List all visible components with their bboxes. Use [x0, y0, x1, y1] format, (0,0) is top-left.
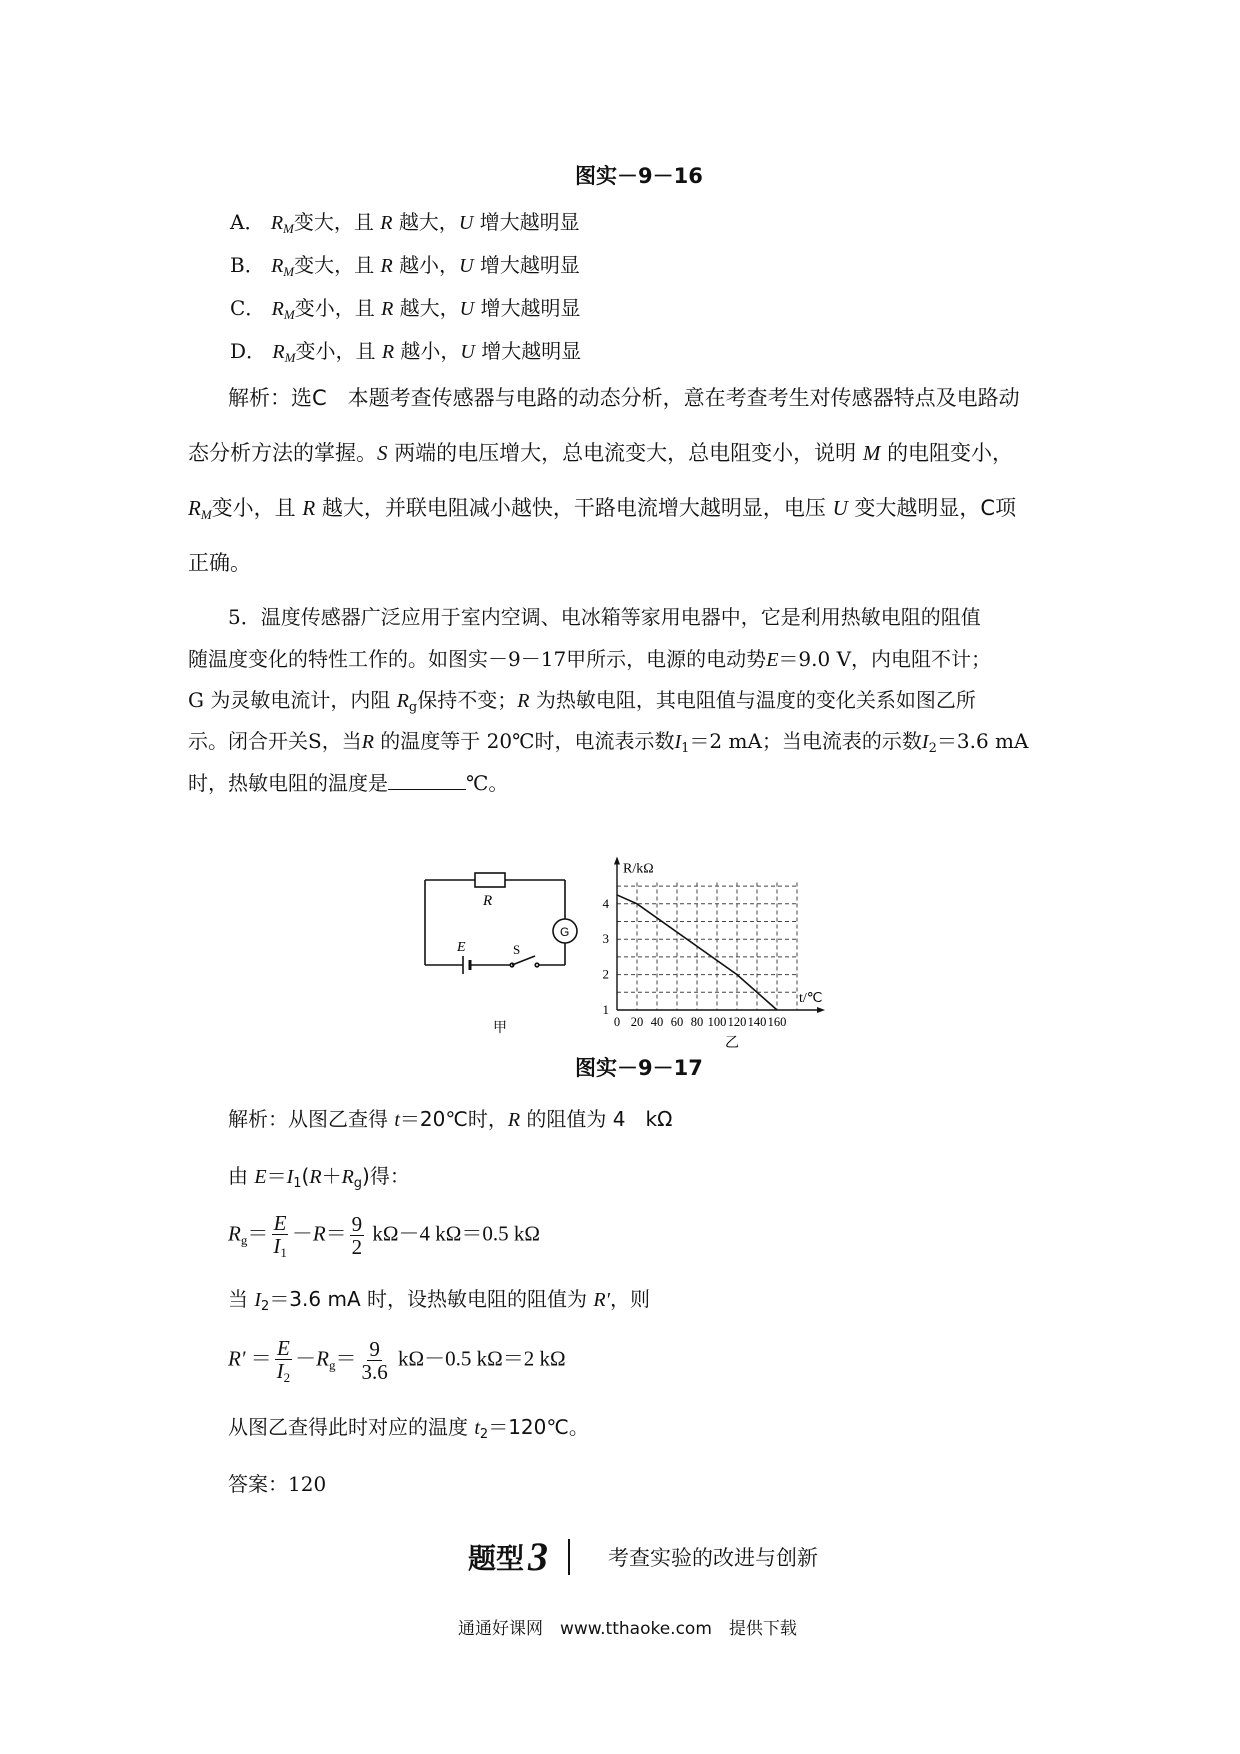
figure-16-caption: 图实－9－16 — [575, 164, 703, 188]
numerator: 9 — [369, 1337, 380, 1362]
x-tick-label: 60 — [670, 1015, 684, 1029]
var-rg: R — [316, 1346, 329, 1371]
var-r: R — [309, 1166, 322, 1188]
text: 解析：从图乙查得 — [228, 1107, 388, 1131]
var-sub: g — [240, 1232, 248, 1248]
figure-17-caption: 图实－9－17 — [575, 1056, 703, 1080]
var-i: I — [286, 1166, 294, 1188]
var-sub: g — [408, 700, 418, 715]
section-divider — [568, 1539, 570, 1575]
text: 当 — [228, 1287, 248, 1311]
var-r: R — [270, 212, 284, 234]
var-u: U — [459, 298, 475, 320]
analysis4-line3 — [188, 492, 1016, 523]
x-tick-label: 120 — [727, 1015, 747, 1029]
var-r: R — [517, 690, 530, 712]
var-t: t — [474, 1417, 480, 1439]
switch-lever — [512, 956, 535, 965]
var-sub: 2 — [928, 741, 937, 756]
y-axis-arrow — [614, 857, 620, 865]
answer-line: 答案：120 — [228, 1472, 327, 1496]
text: 的电阻变小， — [887, 441, 1014, 465]
var-sub: M — [283, 307, 295, 322]
var-sub: 2 — [283, 1370, 291, 1386]
formula-r-prime — [228, 1337, 566, 1385]
var-m: M — [862, 441, 881, 465]
var-rg: R — [396, 690, 409, 712]
numerator: E — [273, 1211, 287, 1235]
text: 的温度等于 20℃时，电流表示数 — [380, 729, 675, 753]
var-sub: M — [200, 507, 212, 522]
y-tick-label: 4 — [602, 895, 609, 911]
answer-blank — [388, 771, 466, 790]
option-text: 变小，且 — [294, 296, 375, 320]
text: 的阻值为 4 kΩ — [526, 1107, 673, 1131]
var-sub: M — [283, 221, 294, 236]
text: ＝20℃时， — [399, 1107, 508, 1131]
q5-line3 — [188, 684, 976, 715]
denominator: 2 — [351, 1235, 363, 1260]
text: ，则 — [609, 1287, 650, 1311]
resistor-label: R — [483, 893, 493, 909]
var-r: R — [507, 1109, 521, 1131]
var-i1: I — [674, 731, 682, 753]
option-text: 增大越明显 — [479, 253, 580, 277]
numerator: 9 — [351, 1212, 363, 1237]
text: 时，热敏电阻的温度是 — [188, 771, 388, 795]
var-sub: 2 — [479, 1427, 489, 1442]
text: ＋ — [321, 1164, 342, 1188]
option-c — [230, 292, 580, 323]
resistor-symbol — [475, 873, 505, 887]
option-b — [230, 249, 580, 280]
var-u: U — [460, 341, 475, 363]
text: )得： — [362, 1164, 410, 1188]
minus: － — [291, 1221, 313, 1246]
text: ＝3.6 mA — [936, 729, 1029, 753]
var-sub: 1 — [280, 1245, 287, 1261]
solution-line4 — [228, 1411, 589, 1442]
var-sub: M — [284, 350, 296, 365]
var-r: R — [302, 496, 316, 520]
equals: ＝ — [325, 1221, 347, 1246]
option-label: A． — [230, 210, 265, 234]
circuit-diagram — [415, 860, 585, 1045]
var-r: R — [381, 298, 394, 320]
option-text: 增大越明显 — [479, 210, 580, 234]
option-a — [230, 206, 580, 237]
option-text: 越小， — [399, 253, 460, 277]
var-rg: R — [341, 1166, 354, 1188]
text: 变大越明显，C项 — [854, 496, 1017, 520]
analysis4-line1: 解析：选C 本题考查传感器与电路的动态分析，意在考查考生对传感器特点及电路动 — [228, 386, 1020, 410]
text: ( — [301, 1164, 310, 1188]
text: kΩ－0.5 kΩ＝2 kΩ — [398, 1346, 566, 1371]
x-tick-label: 0 — [613, 1015, 621, 1029]
option-text: 变小，且 — [295, 339, 376, 363]
analysis4-line4: 正确。 — [188, 551, 251, 575]
x-tick-label: 100 — [707, 1015, 727, 1029]
fraction-e-over-i1 — [271, 1212, 289, 1260]
solution-line2 — [228, 1160, 410, 1191]
analysis4-line2 — [188, 437, 1013, 467]
y-axis-label: R/kΩ — [623, 861, 654, 877]
denominator: 3.6 — [361, 1360, 388, 1385]
fraction-9-over-2 — [350, 1213, 365, 1258]
section-number: 3 — [528, 1534, 549, 1579]
text: 随温度变化的特性工作的。如图实－9－17甲所示，电源的电动势 — [188, 647, 767, 671]
text: 越大，并联电阻减小越快，干路电流增大越明显，电压 — [321, 496, 826, 520]
switch-contact — [535, 963, 539, 967]
var-u: U — [832, 496, 848, 520]
var-r: R — [271, 255, 284, 277]
option-text: 越大， — [399, 296, 460, 320]
solution-line3 — [228, 1283, 650, 1314]
x-tick-label: 160 — [767, 1015, 787, 1029]
var-i2: I — [921, 731, 929, 753]
numerator: E — [277, 1336, 290, 1360]
equals: ＝ — [247, 1221, 269, 1246]
text: 态分析方法的掌握。 — [188, 441, 377, 465]
switch-label: S — [513, 942, 521, 957]
q5-line2 — [188, 643, 991, 672]
section-subtitle: 考查实验的改进与创新 — [608, 1545, 819, 1570]
var-sub: 1 — [681, 741, 690, 756]
var-r-prime: R′ — [228, 1346, 246, 1371]
var-t: t — [394, 1109, 400, 1131]
option-label: C． — [230, 296, 266, 320]
var-u: U — [459, 255, 474, 277]
text: 两端的电压增大，总电流变大，总电阻变小，说明 — [394, 441, 857, 465]
var-sub: g — [353, 1176, 363, 1191]
section-title: 题型 — [468, 1541, 525, 1575]
text: ＝3.6 mA 时，设热敏电阻的阻值为 — [269, 1287, 587, 1311]
var-u: U — [458, 212, 474, 234]
y-tick-label: 2 — [602, 966, 609, 982]
y-tick-label: 1 — [602, 1002, 609, 1017]
x-tick-label: 20 — [630, 1015, 644, 1029]
option-text: 增大越明显 — [481, 339, 582, 363]
galvanometer-label: G — [560, 925, 570, 939]
text: ＝9.0 V，内电阻不计； — [778, 647, 992, 671]
option-text: 越小， — [400, 339, 461, 363]
var-e: E — [766, 649, 779, 671]
option-label: B． — [230, 253, 265, 277]
text: ＝ — [266, 1164, 287, 1188]
denominator: I — [273, 1234, 281, 1259]
option-d — [230, 335, 581, 366]
option-text: 增大越明显 — [480, 296, 581, 320]
var-r-prime: R′ — [593, 1289, 610, 1311]
text: 示。闭合开关S，当 — [188, 729, 362, 753]
q5-line5 — [188, 767, 508, 796]
q5-line1: 5．温度传感器广泛应用于室内空调、电冰箱等家用电器中，它是利用热敏电阻的阻值 — [228, 605, 981, 629]
var-sub: g — [329, 1357, 336, 1373]
var-i: I — [254, 1289, 262, 1311]
text: 从图乙查得此时对应的温度 — [228, 1415, 468, 1439]
var-rg: R — [228, 1221, 241, 1246]
var-e: E — [254, 1166, 267, 1188]
text: G 为灵敏电流计，内阻 — [188, 688, 391, 712]
y-tick-label: 3 — [602, 931, 609, 947]
solution-line1 — [228, 1103, 672, 1132]
text: 由 — [228, 1164, 248, 1188]
equals: ＝ — [250, 1346, 272, 1371]
text: 变小，且 — [211, 496, 296, 520]
text: ＝120℃。 — [488, 1415, 589, 1439]
option-text: 变大，且 — [293, 210, 374, 234]
option-label: D． — [230, 339, 267, 363]
page-footer: 通通好课网 www.tthaoke.com 提供下载 — [458, 1619, 797, 1639]
minus: － — [295, 1346, 317, 1371]
x-axis-arrow — [817, 1007, 825, 1013]
text: kΩ－4 kΩ＝0.5 kΩ — [372, 1221, 540, 1246]
var-r: R — [361, 731, 374, 753]
var-r: R — [381, 341, 395, 363]
var-sub: 2 — [261, 1299, 270, 1314]
var-r: R — [380, 255, 393, 277]
option-text: 变大，且 — [294, 253, 375, 277]
battery-label: E — [457, 940, 466, 955]
var-r: R — [272, 341, 285, 363]
text: ＝2 mA；当电流表的示数 — [689, 729, 922, 753]
equals: ＝ — [335, 1346, 357, 1371]
var-r: R — [312, 1221, 326, 1246]
chart-caption: 乙 — [725, 1035, 739, 1050]
var-sub: M — [283, 264, 295, 279]
section-header — [468, 1533, 818, 1580]
x-tick-label: 40 — [650, 1015, 664, 1029]
text: 为热敏电阻，其电阻值与温度的变化关系如图乙所 — [535, 688, 976, 712]
resistance-temperature-chart — [595, 815, 875, 1050]
var-r: R — [188, 496, 201, 520]
text: ℃。 — [466, 771, 509, 795]
fraction-e-over-i2 — [275, 1337, 293, 1385]
circuit-caption: 甲 — [493, 1020, 507, 1036]
var-sub: 1 — [293, 1176, 302, 1191]
option-text: 越大， — [398, 210, 459, 234]
denominator: I — [276, 1359, 284, 1384]
var-s: S — [377, 441, 388, 465]
x-tick-label: 140 — [747, 1015, 767, 1029]
var-r: R — [271, 298, 284, 320]
formula-rg — [228, 1212, 540, 1260]
text: 保持不变； — [417, 688, 518, 712]
x-tick-label: 80 — [690, 1015, 704, 1029]
q5-line4 — [188, 725, 1028, 756]
fraction-9-over-3-6 — [360, 1338, 390, 1383]
var-r: R — [380, 212, 393, 234]
x-axis-label: t/℃ — [799, 991, 823, 1006]
